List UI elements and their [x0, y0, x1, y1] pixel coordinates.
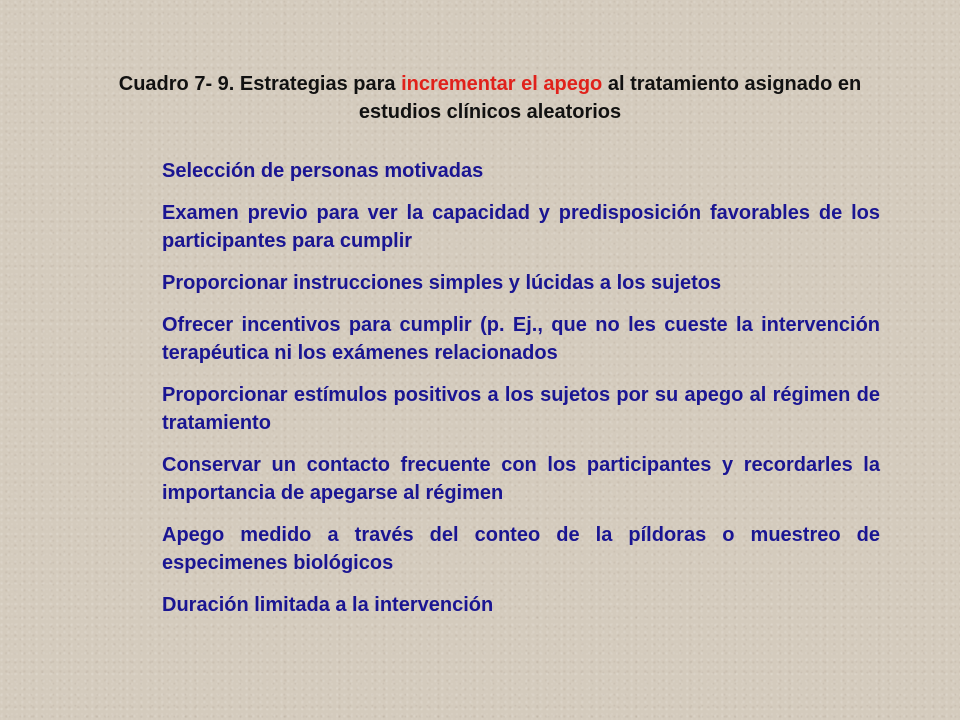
title-highlight: incrementar el apego — [401, 73, 603, 95]
slide-title — [100, 70, 880, 126]
strategy-item-6: Conservar un contacto frecuente con los participantes y recordarles la importancia de apegarse al régimen — [162, 454, 880, 504]
strategy-item-2: Examen previo para ver la capacidad y predisposición favorables de los participantes para cumplir — [162, 202, 880, 252]
title-part-2: al tratamiento asignado en estudios clínicos aleatorios — [358, 73, 862, 123]
strategy-item-1: Selección de personas motivadas — [162, 160, 484, 182]
title-part-1: Cuadro 7- 9. Estrategias para — [118, 73, 402, 95]
strategy-item-3: Proporcionar instrucciones simples y lúcidas a los sujetos — [162, 272, 722, 294]
strategy-item-8: Duración limitada a la intervención — [162, 594, 494, 616]
strategy-item-4: Ofrecer incentivos para cumplir (p. Ej., que no les cueste la intervención terapéutica ni los exámenes relacionados — [162, 314, 880, 364]
strategy-item-5: Proporcionar estímulos positivos a los sujetos por su apego al régimen de tratamiento — [162, 384, 880, 434]
strategy-list — [162, 157, 880, 633]
strategy-item-7: Apego medido a través del conteo de la píldoras o muestreo de especimenes biológicos — [162, 524, 880, 574]
